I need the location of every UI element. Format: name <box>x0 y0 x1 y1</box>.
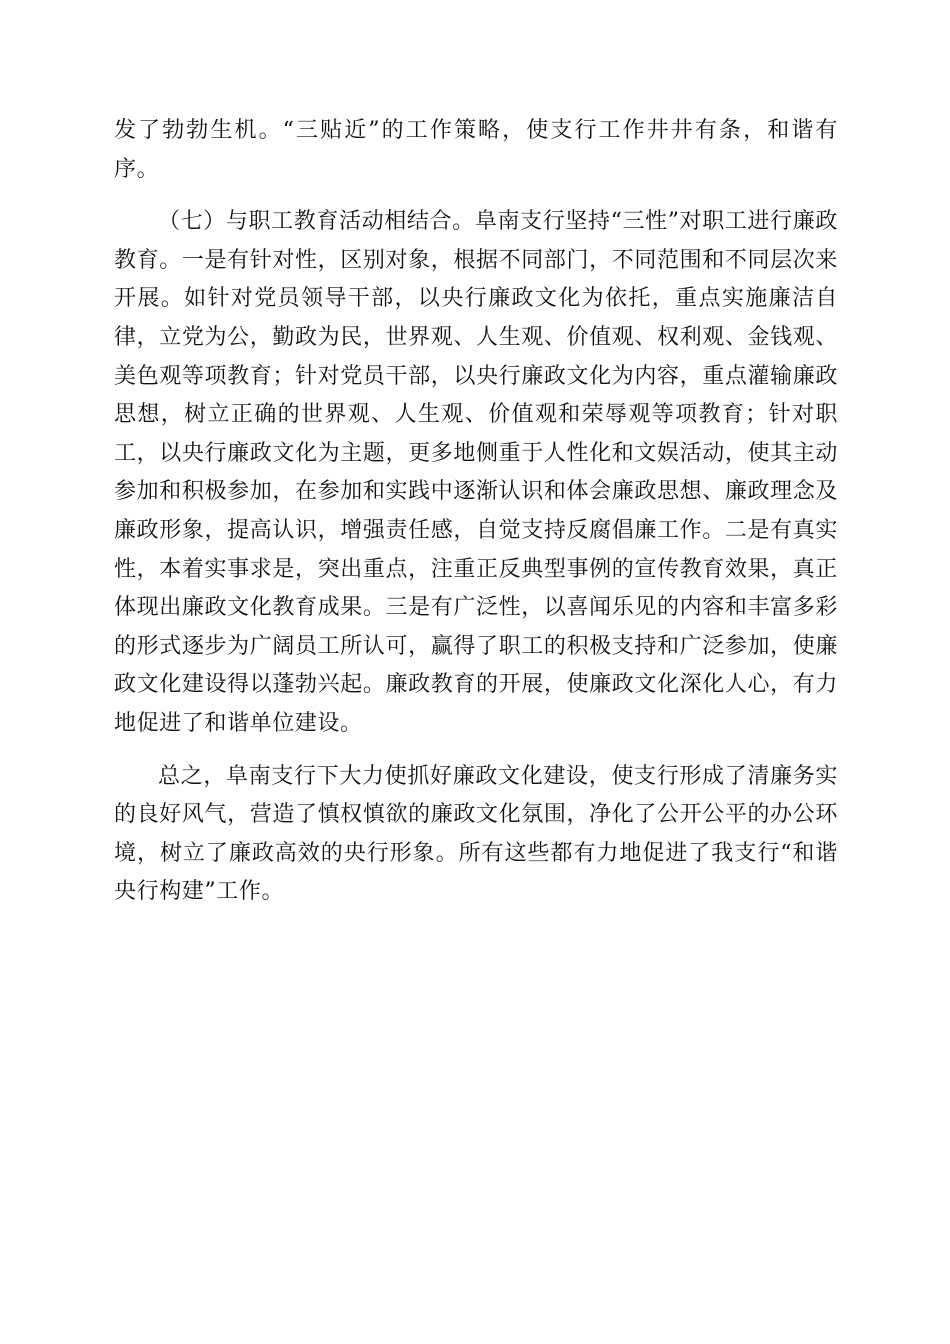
document-body <box>114 112 838 912</box>
paragraph-continuation: 发了勃勃生机。“三贴近”的工作策略，使支行工作井井有条，和谐有序。 <box>114 118 838 182</box>
paragraph-employee-education: （七）与职工教育活动相结合。阜南支行坚持“三性”对职工进行廉政教育。一是有针对性，区别对象，根据不同部门，不同范围和不同层次来开展。如针对党员领导干部，以央行廉政文化为依托，重点实施廉洁自律，立党为公，勤政为民，世界观、人生观、价值观、权利观、金钱观、美色观等项教育；针对党员干部，以央行廉政文化为内容，重点灌输廉政思想，树立正确的世界观、人生观、价值观和荣辱观等项教育；针对职工，以央行廉政文化为主题，更多地侧重于人性化和文娱活动，使其主动参加和积极参加，在参加和实践中逐渐认识和体会廉政思想、廉政理念及廉政形象，提高认识，增强责任感，自觉支持反腐倡廉工作。二是有真实性，本着实事求是，突出重点，注重正反典型事例的宣传教育效果，真正体现出廉政文化教育成果。三是有广泛性，以喜闻乐见的内容和丰富多彩的形式逐步为广阔员工所认可，赢得了职工的积极支持和广泛参加，使廉政文化建设得以蓬勃兴起。廉政教育的开展，使廉政文化深化人心，有力地促进了和谐单位建设。 <box>114 209 838 736</box>
paragraph-conclusion: 总之，阜南支行下大力使抓好廉政文化建设，使支行形成了清廉务实的良好风气，营造了慎权慎欲的廉政文化氛围，净化了公开公平的办公环境，树立了廉政高效的央行形象。所有这些都有力地促进了我支行“和谐央行构建”工作。 <box>114 763 838 905</box>
